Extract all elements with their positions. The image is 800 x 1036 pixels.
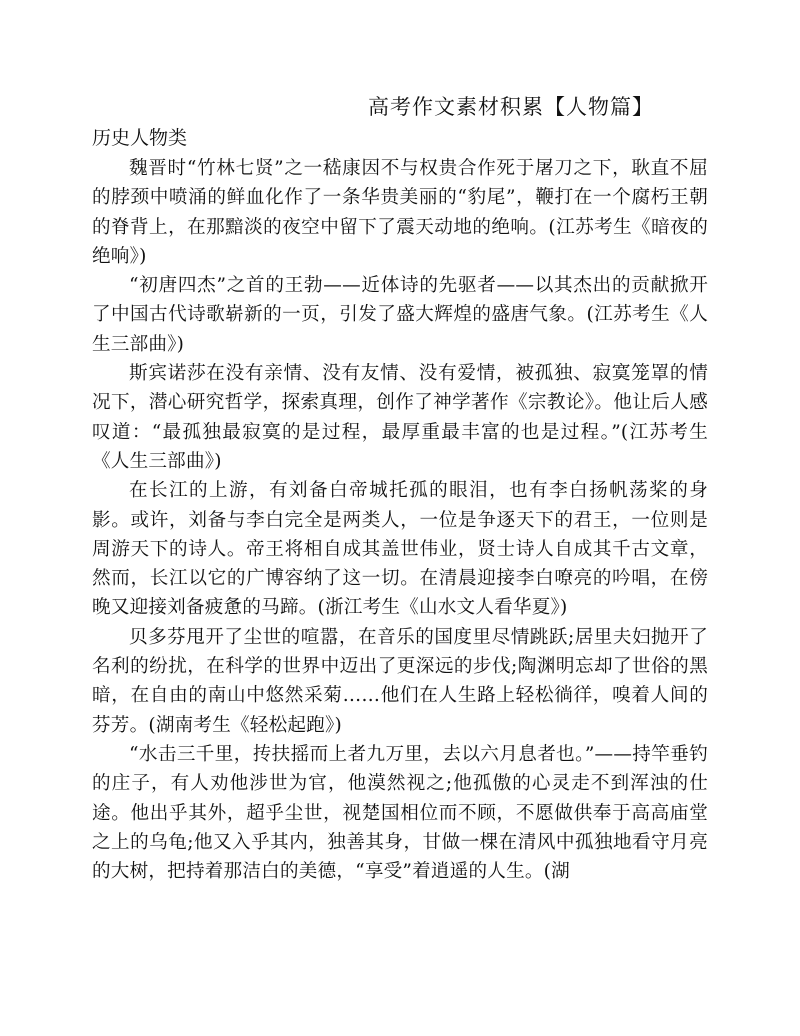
paragraph-beethoven-curie-tao: 贝多芬甩开了尘世的喧嚣，在音乐的国度里尽情跳跃;居里夫妇抛开了名利的纷扰，在科学的世界中迈出了更深远的步伐;陶渊明忘却了世俗的黑暗，在自由的南山中悠然采菊……他们在人生路上轻松徜徉，嗅着人间的芬芳。(湖南考生《轻松起跑》) <box>92 626 708 736</box>
paragraph-spinoza: 斯宾诺莎在没有亲情、没有友情、没有爱情，被孤独、寂寞笼罩的情况下，潜心研究哲学，探索真理，创作了神学著作《宗教论》。他让后人感叹道：“最孤独最寂寞的是过程，最厚重最丰富的也是过程。”(江苏考生《人生三部曲》) <box>92 363 708 472</box>
paragraph-wang-bo: “初唐四杰”之首的王勃——近体诗的先驱者——以其杰出的贡献掀开了中国古代诗歌崭新的一页，引发了盛大辉煌的盛唐气象。(江苏考生《人生三部曲》) <box>92 275 708 355</box>
document-body <box>92 154 708 886</box>
section-heading: 历史人物类 <box>92 127 188 149</box>
document-title: 高考作文素材积累【人物篇】 <box>368 95 654 119</box>
paragraph-ji-kang: 魏晋时“竹林七贤”之一嵇康因不与权贵合作死于屠刀之下，耿直不屈的脖颈中喷涌的鲜血化作了一条华贵美丽的“豹尾”，鞭打在一个腐朽王朝的脊背上，在那黯淡的夜空中留下了震天动地的绝响。(江苏考生《暗夜的绝响》) <box>92 158 708 267</box>
paragraph-zhuangzi: “水击三千里，抟扶摇而上者九万里，去以六月息者也。”——持竿垂钓的庄子，有人劝他涉世为官，他漠然视之;他孤傲的心灵走不到浑浊的仕途。他出乎其外，超乎尘世，视楚国相位而不顾，不愿做供奉于高高庙堂之上的乌龟;他又入乎其内，独善其身，甘做一棵在清风中孤独地看守月亮的大树，把持着那洁白的美德，“享受”着逍遥的人生。(湖 <box>92 743 708 883</box>
paragraph-liu-bei-li-bai: 在长江的上游，有刘备白帝城托孤的眼泪，也有李白扬帆荡桨的身影。或许，刘备与李白完全是两类人，一位是争逐天下的君王，一位则是周游天下的诗人。帝王将相自成其盖世伟业，贤士诗人自成其千古文章，然而，长江以它的广博容纳了这一切。在清晨迎接李白嘹亮的吟唱，在傍晚又迎接刘备疲惫的马蹄。(浙江考生《山水文人看华夏》) <box>92 480 708 619</box>
